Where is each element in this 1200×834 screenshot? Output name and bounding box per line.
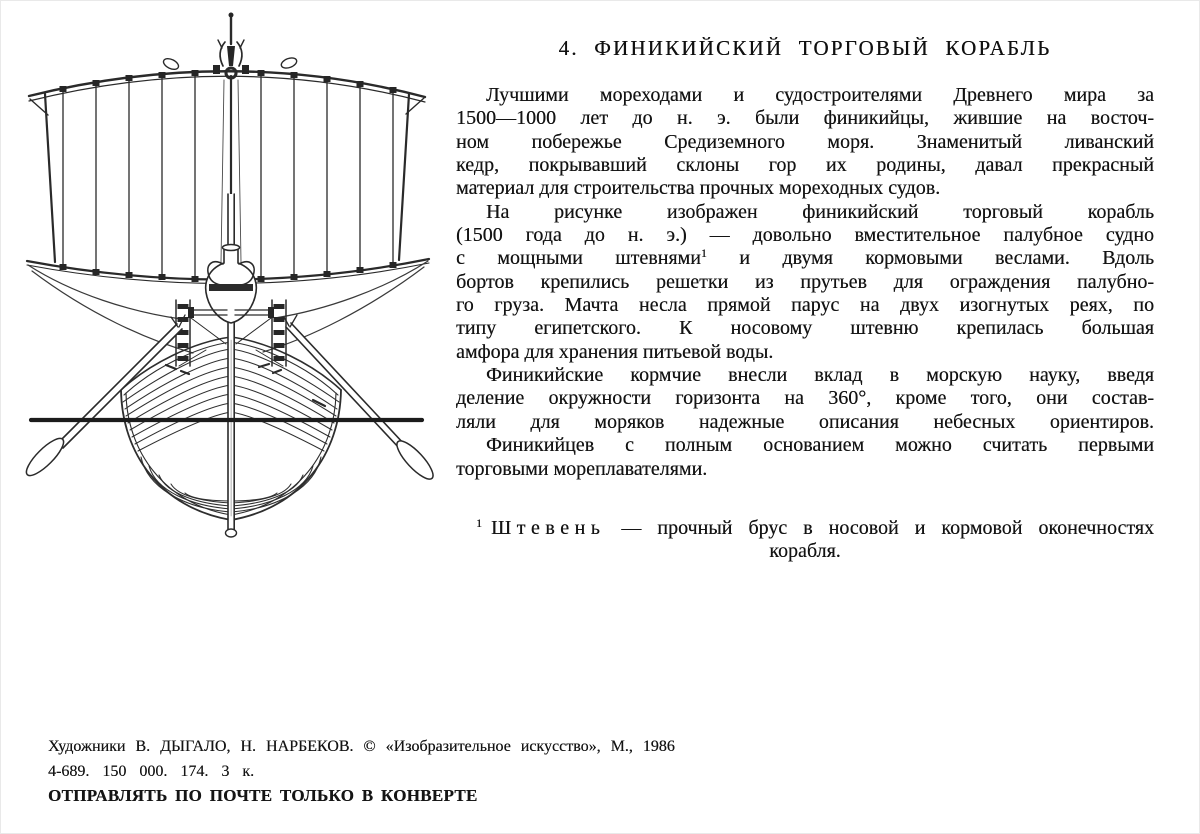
text-line: кедр, покрывавший склоны гор их родины, давал прекрасный — [456, 154, 1154, 177]
text-line: бортов крепились решетки из прутьев для ограждения палубно- — [456, 270, 1154, 293]
footnote-ref: 1 — [700, 246, 707, 261]
text-line: материал для строительства прочных мореходных судов. — [456, 177, 941, 200]
text-run: с мощными штевнями — [456, 247, 701, 270]
text-line: 1500—1000 лет до н. э. были финикийцы, жившие на восточ- — [456, 107, 1154, 130]
article-body — [456, 84, 1154, 481]
text-line: Финикийцев с полным основанием можно считать первыми — [486, 434, 1154, 457]
footnote — [456, 517, 1154, 564]
text-run: — прочный брус в носовой и кормовой оконечностях — [605, 517, 1154, 539]
deck-railing-right — [235, 300, 286, 366]
text-line — [456, 247, 1154, 270]
amphora — [206, 245, 257, 324]
imprint — [48, 735, 848, 809]
text-line: деление окружности горизонта на 360°, кроме того, они состав- — [456, 387, 1154, 410]
print-run-line: 4-689. 150 000. 174. 3 к. — [48, 762, 255, 780]
footnote-line — [456, 517, 1154, 540]
mast-ring — [226, 68, 236, 78]
mailing-notice: ОТПРАВЛЯТЬ ПО ПОЧТЕ ТОЛЬКО В КОНВЕРТЕ — [48, 786, 478, 805]
footnote-term: Штевень — [491, 517, 606, 539]
text-run: и двумя кормовыми веслами. Вдоль — [706, 247, 1154, 270]
oar-blade-left — [22, 434, 69, 481]
text-line: ляли для моряков надежные описания небесных ориентиров. — [456, 410, 1154, 433]
page-title: 4. ФИНИКИЙСКИЙ ТОРГОВЫЙ КОРАБЛЬ — [558, 36, 1052, 60]
text-line: Финикийские кормчие внесли вклад в морскую науку, введя — [486, 364, 1154, 387]
footnote-marker: 1 — [476, 516, 482, 530]
keel-foot — [226, 529, 237, 537]
oar-left — [22, 315, 185, 480]
oar-blade-right — [392, 436, 438, 483]
oar-right — [284, 315, 438, 484]
text-line: амфора для хранения питьевой воды. — [456, 340, 774, 363]
artists-credit-line: Художники В. ДЫГАЛО, Н. НАРБЕКОВ. © «Изобразительное искусство», М., 1986 — [48, 738, 675, 755]
text-line: го груза. Мачта несла прямой парус на двух изогнутых реях, по — [456, 294, 1154, 317]
ship-illustration — [1, 2, 451, 558]
text-line: ном побережье Средиземного моря. Знаменитый ливанский — [456, 130, 1154, 153]
text-line: типу египетского. К носовому штевню крепилась большая — [456, 317, 1154, 340]
text-line: торговыми мореплавателями. — [456, 457, 708, 480]
text-line: На рисунке изображен финикийский торговый корабль — [486, 200, 1154, 223]
text-line: Лучшими мореходами и судостроителями Древнего мира за — [486, 84, 1154, 106]
upper-yard — [29, 56, 425, 115]
deck-railing-left — [176, 300, 227, 366]
footnote-line: корабля. — [769, 540, 841, 563]
masthead — [218, 13, 244, 79]
text-line: (1500 года до н. э.) — довольно вместительное палубное судно — [456, 224, 1154, 247]
